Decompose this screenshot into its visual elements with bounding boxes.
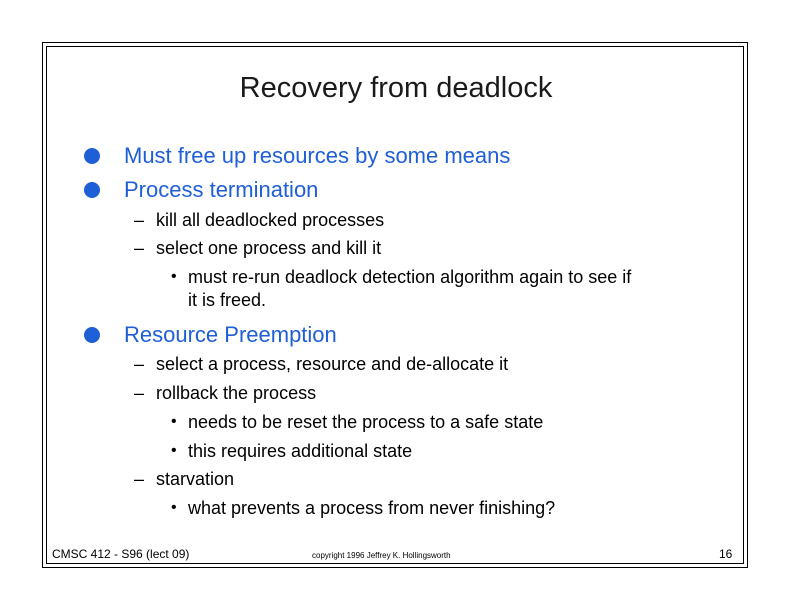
dash-bullet-icon: –	[134, 238, 145, 258]
dash-bullet-icon: –	[134, 354, 145, 374]
dot-bullet-icon: •	[171, 413, 177, 430]
blue-bullet-icon	[84, 327, 100, 343]
sub-item: starvation	[156, 469, 235, 489]
dash-bullet-icon: –	[134, 383, 145, 403]
bullet-item: Resource Preemption	[124, 322, 337, 347]
slide-title: Recovery from deadlock	[239, 72, 553, 104]
slide-inner-border	[46, 46, 744, 564]
dash-bullet-icon: –	[134, 469, 145, 489]
footer-course-label: CMSC 412 - S96 (lect 09)	[52, 547, 190, 561]
sub-item: select one process and kill it	[156, 238, 382, 258]
sub-sub-item: this requires additional state	[188, 441, 413, 461]
dot-bullet-icon: •	[171, 268, 177, 285]
blue-bullet-icon	[84, 148, 100, 164]
dot-bullet-icon: •	[171, 442, 177, 459]
sub-item: rollback the process	[156, 383, 317, 403]
sub-item: select a process, resource and de-allocate it	[156, 354, 509, 374]
sub-sub-item: what prevents a process from never finishing?	[188, 498, 556, 518]
dot-bullet-icon: •	[171, 499, 177, 516]
dash-bullet-icon: –	[134, 210, 145, 230]
bullet-item: Must free up resources by some means	[124, 143, 511, 168]
page-number: 16	[719, 547, 733, 561]
sub-sub-item-continuation: it is freed.	[188, 290, 267, 310]
sub-item: kill all deadlocked processes	[156, 210, 385, 230]
sub-sub-item: must re-run deadlock detection algorithm again to see if	[188, 267, 632, 287]
footer-copyright: copyright 1996 Jeffrey K. Hollingsworth	[312, 551, 451, 560]
blue-bullet-icon	[84, 182, 100, 198]
sub-sub-item: needs to be reset the process to a safe state	[188, 412, 544, 432]
bullet-item: Process termination	[124, 177, 319, 202]
